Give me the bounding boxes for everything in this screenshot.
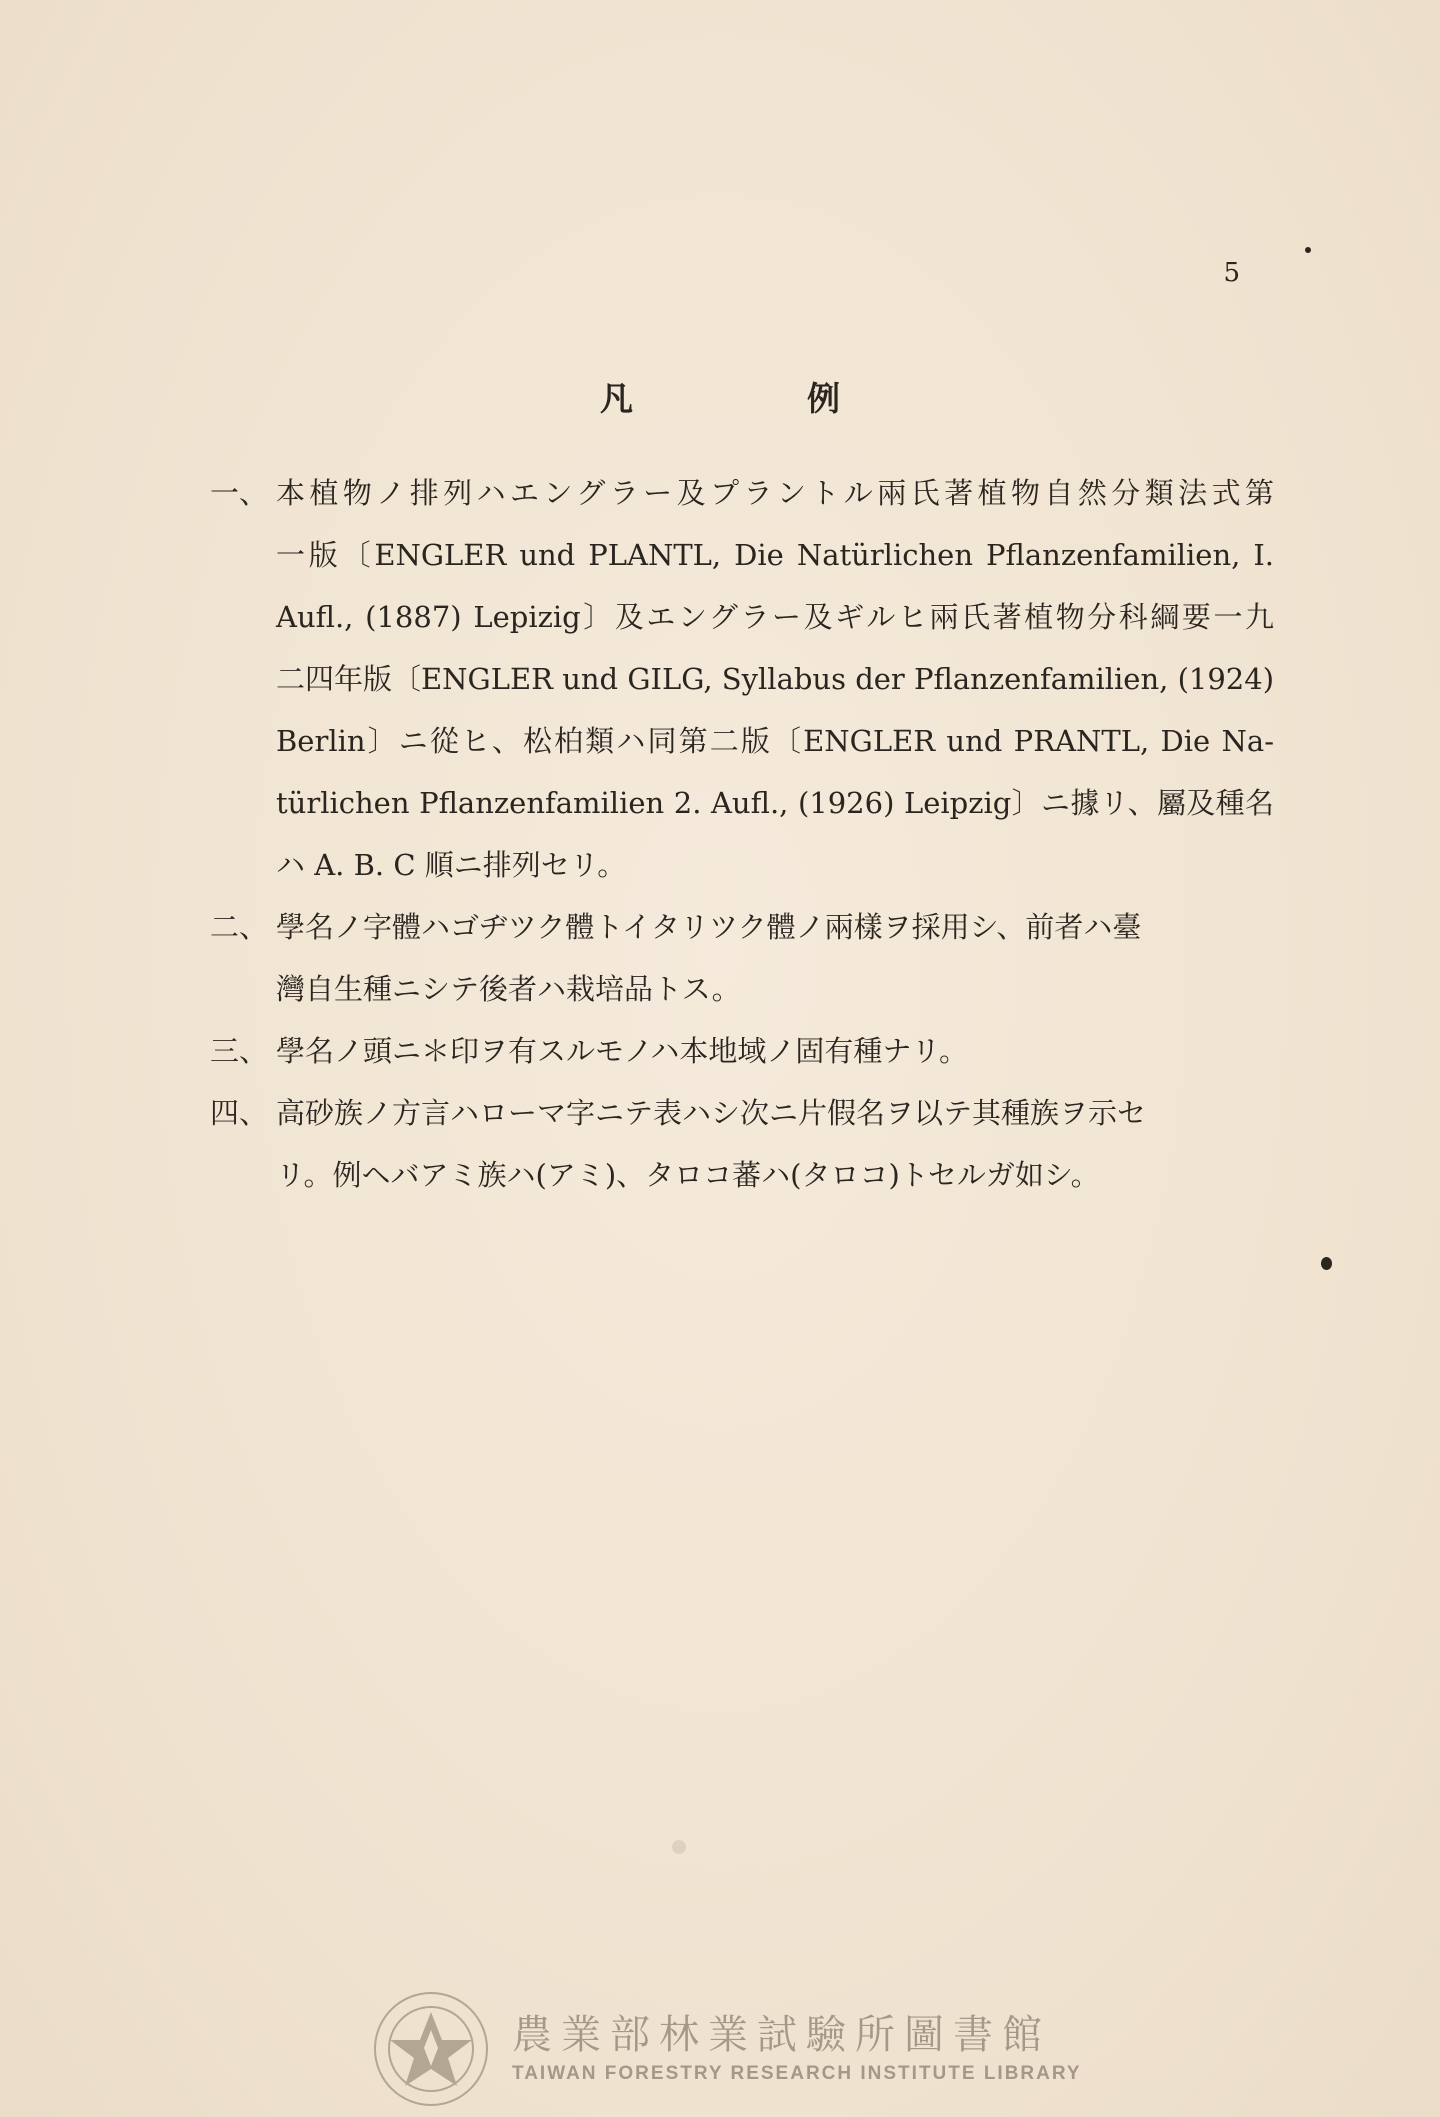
note-item-4 [210,1082,1230,1206]
library-name-cn: 農業部林業試驗所圖書館 [512,2012,1051,2058]
note-item-2 [210,896,1230,1020]
notes-list [210,462,1275,1206]
note-line: Berlin〕ニ從ヒ、松柏類ハ同第二版〔ENGLER und PRANTL, Die Na- [276,724,1275,758]
note-line: 高砂族ノ方言ハローマ字ニテ表ハシ次ニ片假名ヲ以テ其種族ヲ示セ [276,1096,1147,1130]
paper-speck [672,1840,686,1854]
note-line: 學名ノ字體ハゴヂツク體トイタリツク體ノ兩樣ヲ採用シ、前者ハ臺 [276,910,1142,944]
note-number: 一、 [210,476,269,510]
note-body [276,462,1274,896]
title-char-1: 凡 [600,379,633,418]
note-number: 三、 [210,1034,269,1068]
title-char-2: 例 [807,379,840,418]
tfri-seal-icon [372,1990,490,2108]
note-line: Aufl., (1887) Lepizig〕及エングラー及ギルヒ兩氏著植物分科綱要一九 [276,600,1275,634]
paper-speck [1305,247,1311,253]
library-name [512,2010,1082,2088]
page-number: 5 [1223,258,1240,288]
note-number: 二、 [210,910,269,944]
library-watermark [372,1990,1092,2108]
paper-speck [1321,1257,1332,1270]
note-line: 一版〔ENGLER und PLANTL, Die Natürlichen Pflanzenfamilien, I. [276,538,1275,572]
library-name-en: TAIWAN FORESTRY RESEARCH INSTITUTE LIBRARY [512,2063,1082,2084]
note-line: リ。例ヘバアミ族ハ(アミ)、タロコ蕃ハ(タロコ)トセルガ如シ。 [276,1158,1100,1192]
note-body [276,1020,968,1082]
page-title [600,373,840,420]
note-line: 二四年版〔ENGLER und GILG, Syllabus der Pflanzenfamilien, (1924) [276,662,1275,696]
note-line: 學名ノ頭ニ＊印ヲ有スルモノハ本地域ノ固有種ナリ。 [276,1034,968,1068]
note-item-3 [210,1020,1230,1082]
note-number: 四、 [210,1096,269,1130]
note-body [276,896,1141,1020]
note-body [276,1082,1146,1206]
note-line: 本植物ノ排列ハエングラー及プラントル兩氏著植物自然分類法式第 [276,476,1275,510]
note-line: 灣自生種ニシテ後者ハ栽培品トス。 [276,972,741,1006]
note-line: türlichen Pflanzenfamilien 2. Aufl., (1926) Leipzig〕ニ據リ、屬及種名 [276,786,1275,820]
note-line: ハ A. B. C 順ニ排列セリ。 [276,848,627,882]
note-item-1 [210,462,1275,896]
